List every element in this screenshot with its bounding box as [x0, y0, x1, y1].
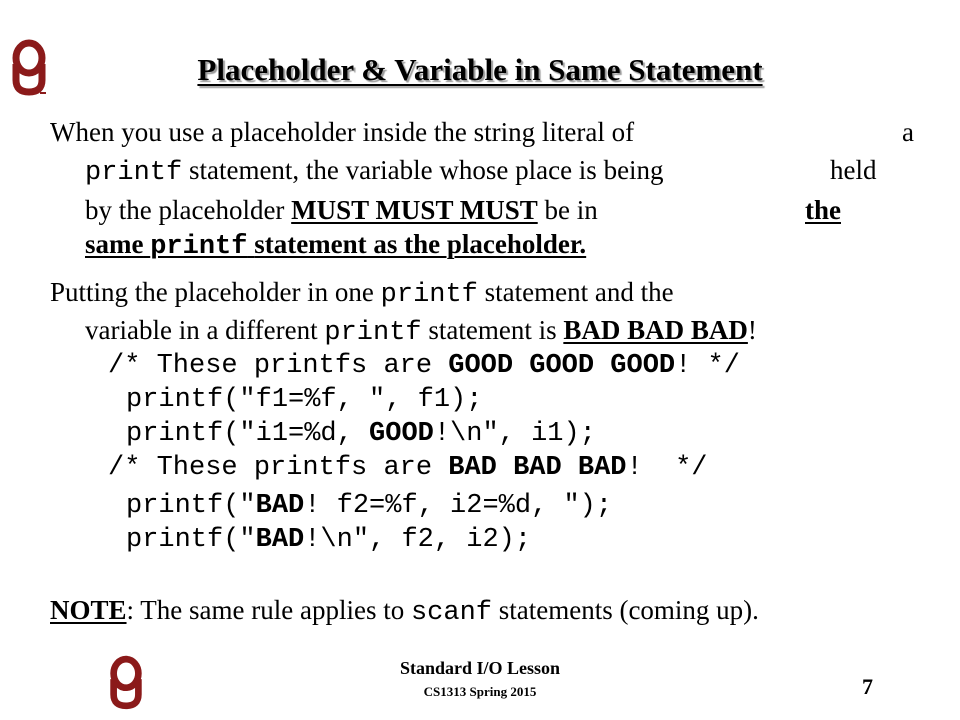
emphasis-the: the — [805, 195, 841, 225]
emphasis-must: MUST MUST MUST — [291, 195, 538, 225]
para1-line2-end: held — [830, 155, 877, 185]
para2-line2: variable in a different printf statement is BAD BAD BAD! — [85, 315, 757, 348]
code-line-printf-f1: printf("f1=%f, ", f1); — [126, 385, 483, 415]
para1-line1-end: a — [902, 117, 914, 147]
footer-subtitle: CS1313 Spring 2015 — [423, 684, 537, 699]
page-number: 7 — [862, 674, 873, 699]
para1-line4: same printf statement as the placeholder. — [85, 229, 587, 262]
code-line-printf-i1: printf("i1=%d, GOOD!\n", i1); — [126, 419, 596, 449]
emphasis-bad: BAD BAD BAD — [563, 315, 748, 345]
para1-line2: printf statement, the variable whose place is being — [85, 155, 664, 188]
code-comment-good: /* These printfs are GOOD GOOD GOOD! */ — [108, 351, 740, 381]
title-divider — [40, 92, 46, 94]
para1-line3: by the placeholder MUST MUST MUST be in — [85, 195, 598, 225]
slide-title: Placeholder & Variable in Same Statement — [197, 52, 763, 87]
para1-line1: When you use a placeholder inside the string literal of — [50, 117, 635, 147]
code-line-printf-i2: printf("BAD!\n", f2, i2); — [126, 525, 532, 555]
code-line-printf-f2: printf("BAD! f2=%f, i2=%d, "); — [126, 491, 613, 521]
note-line: NOTE: The same rule applies to scanf statements (coming up). — [50, 595, 759, 628]
footer-title: Standard I/O Lesson — [399, 658, 561, 678]
code-comment-bad: /* These printfs are BAD BAD BAD! */ — [108, 453, 708, 483]
note-label: NOTE — [50, 595, 127, 625]
para2-line1: Putting the placeholder in one printf statement and the — [50, 277, 674, 310]
